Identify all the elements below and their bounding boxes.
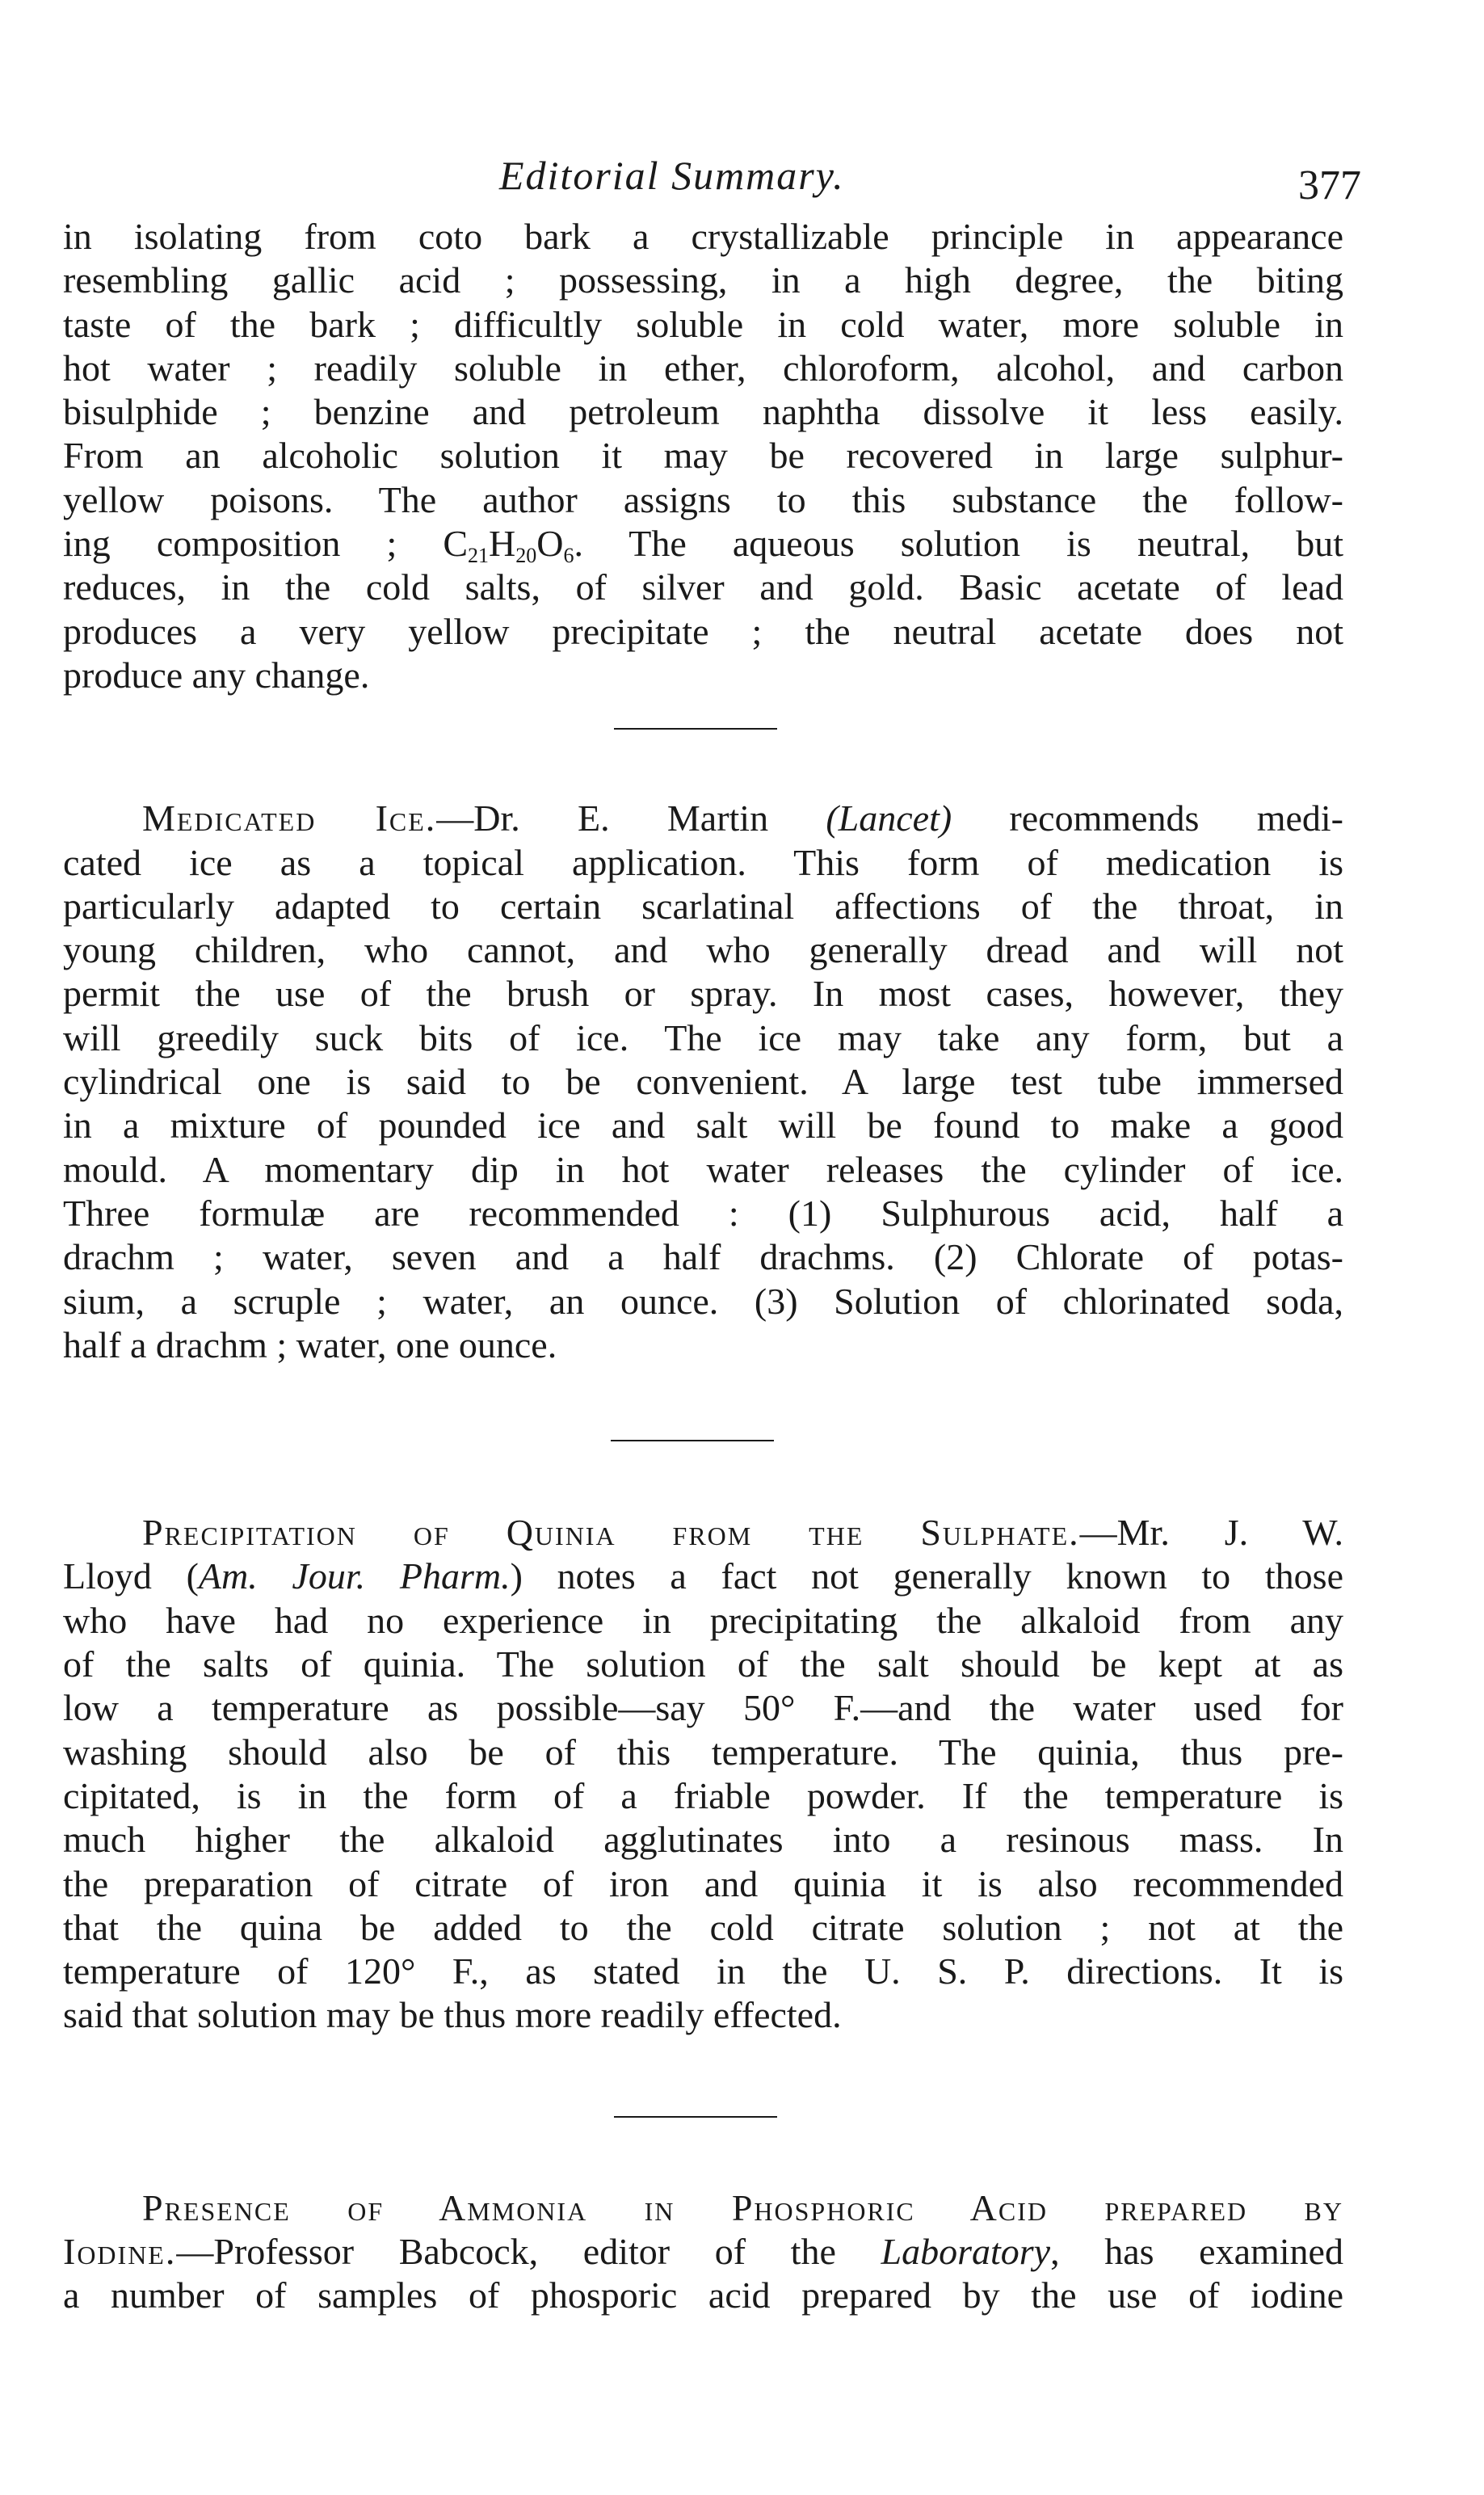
text-line: Three formulæ are recommended : (1) Sulphurous acid, half a [63,1192,1343,1234]
section-heading: Medicated Ice. [142,797,437,839]
subscript: 21 [468,544,490,568]
subscript: 20 [515,544,537,568]
text-fragment: ) notes a fact not generally known to those [510,1555,1343,1597]
text-fragment: H [489,523,516,565]
text-line: mould. A momentary dip in hot water releases the cylinder of ice. [63,1148,1343,1190]
ammonia-paragraph [63,2186,1343,2318]
page [63,137,1361,2318]
text-line: resembling gallic acid ; possessing, in a high degree, the biting [63,259,1343,301]
section-heading: Presence of Ammonia in Phosphoric Acid prepared by [142,2186,1343,2228]
text-line: permit the use of the brush or spray. In most cases, however, they [63,973,1343,1015]
text-line: will greedily suck bits of ice. The ice may take any form, but a [63,1016,1343,1058]
text-fragment: . The aqueous solution is neutral, but [574,523,1343,565]
section-divider [614,2116,777,2118]
text-line: bisulphide ; benzine and petroleum naphtha dissolve it less easily. [63,391,1343,433]
text-fragment: —Dr. E. Martin [436,797,826,839]
running-head [63,137,1361,210]
text-line: much higher the alkaloid agglutinates into a resinous mass. In [63,1819,1343,1861]
heading-line [63,2186,1343,2230]
coto-paragraph [63,215,1343,697]
source-citation: Am. Jour. Pharm. [198,1555,511,1597]
section-divider [611,1440,774,1441]
text-line: young children, who cannot, and who generally dread and will not [63,929,1343,971]
text-line: drachm ; water, seven and a half drachms. (2) Chlorate of potas- [63,1236,1343,1278]
section-heading: Precipitation of Quinia from the Sulphate. [142,1512,1080,1554]
text-line: produces a very yellow precipitate ; the neutral acetate does not [63,610,1343,652]
medicated-ice-paragraph [63,797,1343,1367]
text-fragment: , has examined [1050,2230,1343,2272]
text-line: washing should also be of this temperature. The quinia, thus pre- [63,1731,1343,1773]
text-line: cated ice as a topical application. This form of medication is [63,841,1343,883]
section-divider [614,728,777,730]
text-fragment: Lloyd ( [63,1555,199,1597]
text-line: produce any change. [63,654,370,696]
text-fragment: —Professor Babcock, editor of the [176,2230,881,2272]
text-line: temperature of 120° F., as stated in the U. S. P. directions. It is [63,1950,1343,1992]
subscript: 6 [563,544,574,568]
quinia-paragraph [63,1511,1343,2038]
formula-line [63,522,1343,566]
text-line: From an alcoholic solution it may be recovered in large sulphur- [63,435,1343,477]
text-line: cipitated, is in the form of a friable powder. If the temperature is [63,1774,1343,1816]
text-line: particularly adapted to certain scarlatinal affections of the throat, in [63,885,1343,927]
text-line: low a temperature as possible—say 50° F.—and the water used for [63,1687,1343,1729]
text-line: said that solution may be thus more readily effected. [63,1994,842,2036]
page-number: 377 [1298,162,1361,208]
text-line: hot water ; readily soluble in ether, chloroform, alcohol, and carbon [63,347,1343,389]
text-line [63,1555,1343,1598]
text-line: the preparation of citrate of iron and quinia it is also recommended [63,1862,1343,1904]
text-line: who have had no experience in precipitating the alkaloid from any [63,1599,1343,1641]
text-fragment: O [536,523,564,565]
text-fragment: recommends medi- [952,797,1343,839]
heading-line [63,797,1343,840]
text-fragment: —Mr. J. W. [1079,1512,1343,1554]
text-line [63,2230,1343,2274]
text-line: reduces, in the cold salts, of silver and gold. Basic acetate of lead [63,566,1343,608]
text-line: in a mixture of pounded ice and salt will be found to make a good [63,1104,1343,1147]
source-citation: (Lancet) [826,797,952,839]
section-heading-continued: Iodine. [63,2230,177,2272]
text-fragment: ing composition ; C [63,523,469,565]
text-line: yellow poisons. The author assigns to this substance the follow- [63,478,1343,520]
running-title: Editorial Summary. [499,153,845,198]
text-line: taste of the bark ; difficultly soluble in cold water, more soluble in [63,303,1343,345]
text-line: a number of samples of phosporic acid prepared by the use of iodine [63,2274,1343,2316]
text-line: cylindrical one is said to be convenient. A large test tube immersed [63,1061,1343,1103]
text-line: that the quina be added to the cold citrate solution ; not at the [63,1906,1343,1948]
text-line: in isolating from coto bark a crystallizable principle in appearance [63,216,1343,257]
source-citation: Laboratory [881,2230,1051,2272]
text-line: sium, a scruple ; water, an ounce. (3) Solution of chlorinated soda, [63,1280,1343,1322]
text-line: of the salts of quinia. The solution of the salt should be kept at as [63,1643,1343,1685]
heading-line [63,1511,1343,1555]
text-line: half a drachm ; water, one ounce. [63,1323,557,1365]
